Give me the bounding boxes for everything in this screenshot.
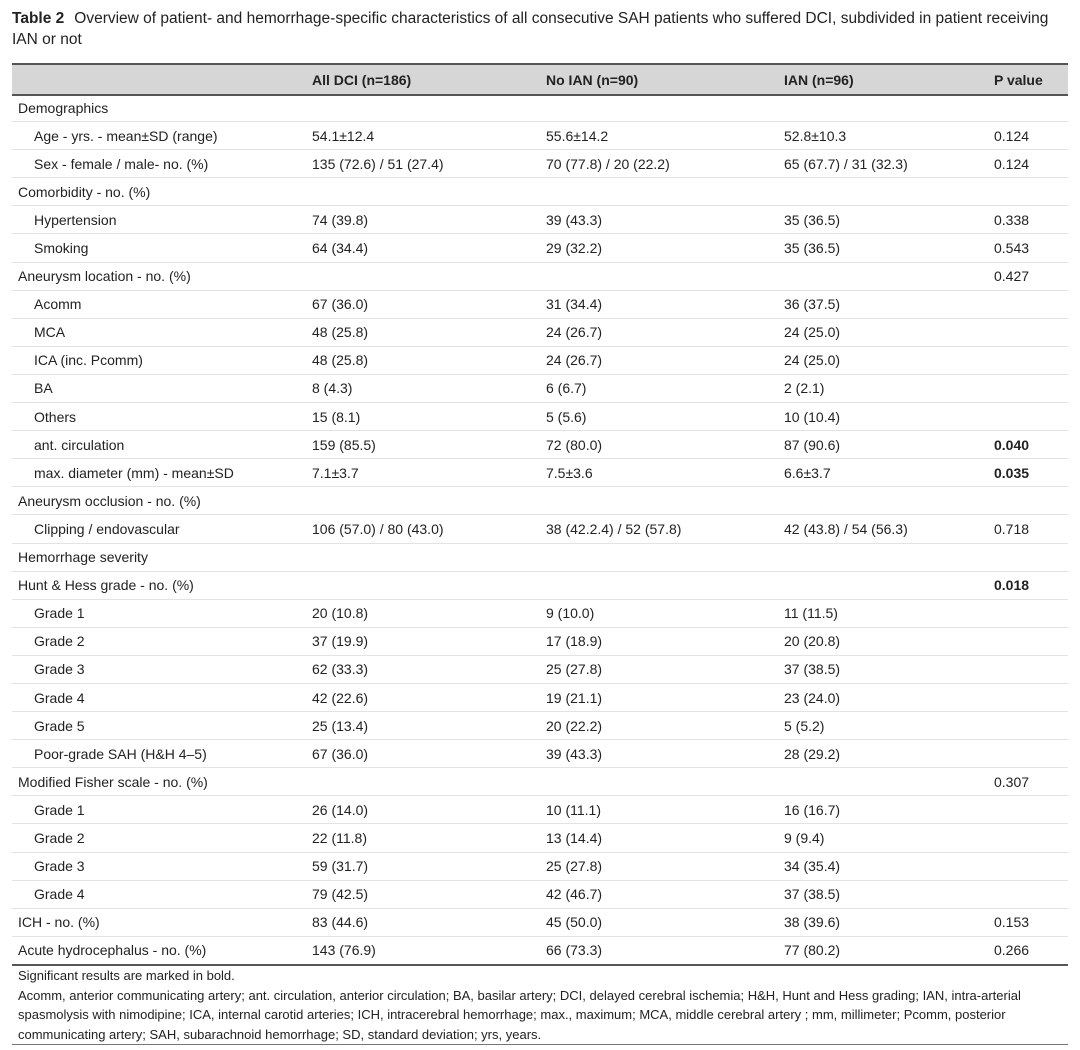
all-dci-value: 48 (25.8) [312,346,546,374]
all-dci-value: 143 (76.9) [312,942,376,959]
row-label: Aneurysm location - no. (%) [12,262,312,290]
row-label: Grade 4 [12,683,312,711]
p-value: 0.543 [994,234,1068,262]
characteristics-table [12,65,1068,964]
column-header-p-value: P value [994,71,1043,88]
no-ian-value: 13 (14.4) [546,824,784,852]
p-value [994,796,1068,824]
all-dci-value: 135 (72.6) / 51 (27.4) [312,150,546,178]
p-value [994,683,1068,711]
ian-value: 37 (38.5) [784,655,994,683]
ian-value: 28 (29.2) [784,740,994,768]
all-dci-value: 59 (31.7) [312,852,546,880]
ian-value: 9 (9.4) [784,824,994,852]
p-value [994,178,1068,206]
no-ian-value: 9 (10.0) [546,599,784,627]
all-dci-value: 67 (36.0) [312,290,546,318]
p-value [994,374,1068,402]
p-value: 0.153 [994,908,1068,936]
row-label: Hunt & Hess grade - no. (%) [12,571,312,599]
all-dci-value [312,178,546,206]
row-label: ant. circulation [12,431,312,459]
no-ian-value: 38 (42.2.4) / 52 (57.8) [546,515,784,543]
no-ian-value: 25 (27.8) [546,852,784,880]
no-ian-value: 25 (27.8) [546,655,784,683]
no-ian-value: 72 (80.0) [546,431,784,459]
row-label: MCA [12,318,312,346]
ian-value: 20 (20.8) [784,627,994,655]
p-value: 0.018 [994,571,1068,599]
no-ian-value [546,487,784,515]
table-row [12,431,1068,459]
no-ian-value: 20 (22.2) [546,712,784,740]
p-value: 0.307 [994,768,1068,796]
p-value [994,880,1068,908]
p-value [994,543,1068,571]
table-row [12,908,1068,936]
row-label: Grade 1 [12,599,312,627]
p-value [994,740,1068,768]
table-row [12,571,1068,599]
p-value [994,655,1068,683]
ian-value: 37 (38.5) [784,880,994,908]
row-label: max. diameter (mm) - mean±SD [12,459,312,487]
p-value: 0.427 [994,262,1068,290]
all-dci-value: 54.1±12.4 [312,122,546,150]
all-dci-value: 79 (42.5) [312,880,546,908]
row-label: Smoking [12,234,312,262]
all-dci-value: 22 (11.8) [312,824,546,852]
table-row [12,487,1068,515]
all-dci-value [312,543,546,571]
no-ian-value: 42 (46.7) [546,880,784,908]
table-row [12,683,1068,711]
no-ian-value [546,768,784,796]
p-value: 0.124 [994,122,1068,150]
all-dci-value [312,94,546,122]
end-rule [12,1044,1068,1045]
no-ian-value: 10 (11.1) [546,796,784,824]
row-label: ICA (inc. Pcomm) [12,346,312,374]
column-header-characteristic [12,65,312,94]
ian-value: 52.8±10.3 [784,122,994,150]
table-row [12,768,1068,796]
p-value: 0.040 [994,431,1068,459]
footnote-abbreviations: Acomm, anterior communicating artery; ant. circulation, anterior circulation; BA, basilar artery; DCI, delayed cerebral ischemia; H&H, Hunt and Hess grading; IAN, intra-arterial spasmolysis with nimodipine; ICA, internal carotid arteries; ICH, intracerebral hemorrhage; max., maximum; MCA, middle cerebral artery ; mm, millimeter; Pcomm, posterior communicating artery; SAH, subarachnoid hemorrhage; SD, standard deviation; yrs, years. [18,987,1021,1042]
table-title: Overview of patient- and hemorrhage-specific characteristics of all consecutive SAH patients who suffered DCI, subdivided in patient receiving IAN or not [12,10,1049,48]
p-value [994,712,1068,740]
table-row [12,262,1068,290]
ian-value: 23 (24.0) [784,683,994,711]
ian-value: 36 (37.5) [784,290,994,318]
no-ian-value: 17 (18.9) [546,627,784,655]
all-dci-value: 67 (36.0) [312,740,546,768]
table-row [12,852,1068,880]
all-dci-value: 25 (13.4) [312,712,546,740]
table-row [12,599,1068,627]
all-dci-value: 64 (34.4) [312,234,546,262]
table-row [12,655,1068,683]
ian-value: 65 (67.7) / 31 (32.3) [784,150,994,178]
table-row [12,459,1068,487]
ian-value: 35 (36.5) [784,206,994,234]
ian-value: 6.6±3.7 [784,459,994,487]
all-dci-value: 8 (4.3) [312,374,546,402]
table-number: Table 2 [12,10,65,27]
all-dci-value: 20 (10.8) [312,599,546,627]
row-label: Grade 3 [12,655,312,683]
all-dci-value: 37 (19.9) [312,627,546,655]
table-row [12,543,1068,571]
row-label: Clipping / endovascular [12,515,312,543]
ian-value: 87 (90.6) [784,431,994,459]
all-dci-value [312,487,546,515]
no-ian-value [546,94,784,122]
column-header-all-dci: All DCI (n=186) [312,71,412,88]
all-dci-value: 74 (39.8) [312,206,546,234]
table-row [12,880,1068,908]
ian-value: 35 (36.5) [784,234,994,262]
p-value [994,599,1068,627]
ian-value [784,543,994,571]
row-label: Poor-grade SAH (H&H 4–5) [12,740,312,768]
table-row [12,318,1068,346]
all-dci-value: 62 (33.3) [312,655,546,683]
ian-value [784,571,994,599]
no-ian-value: 70 (77.8) / 20 (22.2) [546,150,784,178]
ian-value: 34 (35.4) [784,852,994,880]
row-label: Grade 1 [12,796,312,824]
p-value [994,824,1068,852]
ian-value: 5 (5.2) [784,712,994,740]
table-row [12,515,1068,543]
no-ian-value [546,262,784,290]
no-ian-value: 6 (6.7) [546,374,784,402]
p-value: 0.338 [994,206,1068,234]
ian-value: 24 (25.0) [784,318,994,346]
table-row [12,712,1068,740]
row-label: BA [12,374,312,402]
p-value [994,346,1068,374]
table-row [12,234,1068,262]
no-ian-value: 5 (5.6) [546,403,784,431]
all-dci-value [312,768,546,796]
ian-value: 16 (16.7) [784,796,994,824]
table-row [12,346,1068,374]
table-row [12,206,1068,234]
no-ian-value [546,543,784,571]
ian-value [784,487,994,515]
ian-value: 77 (80.2) [784,942,841,959]
row-label: Grade 3 [12,852,312,880]
p-value: 0.124 [994,150,1068,178]
row-label: Age - yrs. - mean±SD (range) [12,122,312,150]
column-header-no-ian: No IAN (n=90) [546,71,639,88]
row-label: Comorbidity - no. (%) [12,178,312,206]
p-value: 0.035 [994,459,1068,487]
ian-value: 42 (43.8) / 54 (56.3) [784,515,994,543]
no-ian-value: 55.6±14.2 [546,122,784,150]
row-label: ICH - no. (%) [12,908,312,936]
row-label: Aneurysm occlusion - no. (%) [12,487,312,515]
table-row [12,122,1068,150]
ian-value: 2 (2.1) [784,374,994,402]
ian-value [784,262,994,290]
no-ian-value: 39 (43.3) [546,206,784,234]
no-ian-value: 24 (26.7) [546,318,784,346]
column-header-ian: IAN (n=96) [784,71,854,88]
no-ian-value [546,571,784,599]
p-value [994,487,1068,515]
table-row [12,178,1068,206]
no-ian-value: 45 (50.0) [546,908,784,936]
p-value [994,318,1068,346]
all-dci-value: 7.1±3.7 [312,459,546,487]
row-label: Sex - female / male- no. (%) [12,150,312,178]
p-value [994,94,1068,122]
no-ian-value: 31 (34.4) [546,290,784,318]
table-header-row [12,65,1068,94]
ian-value: 38 (39.6) [784,908,994,936]
p-value [994,852,1068,880]
row-label: Hemorrhage severity [12,543,312,571]
table-row [12,150,1068,178]
row-label: Grade 4 [12,880,312,908]
row-label: Hypertension [12,206,312,234]
p-value: 0.718 [994,515,1068,543]
footnote-significance: Significant results are marked in bold. [18,968,235,983]
ian-value [784,768,994,796]
table-row [12,403,1068,431]
table-row [12,627,1068,655]
row-label: Demographics [12,94,312,122]
ian-value [784,178,994,206]
table-row [12,94,1068,122]
p-value [994,627,1068,655]
all-dci-value: 15 (8.1) [312,403,546,431]
no-ian-value [546,178,784,206]
table-row [12,824,1068,852]
all-dci-value: 83 (44.6) [312,908,546,936]
table-row [12,374,1068,402]
no-ian-value: 24 (26.7) [546,346,784,374]
no-ian-value: 39 (43.3) [546,740,784,768]
all-dci-value [312,262,546,290]
row-label: Grade 2 [12,627,312,655]
all-dci-value: 42 (22.6) [312,683,546,711]
row-label: Grade 2 [12,824,312,852]
row-label: Modified Fisher scale - no. (%) [12,768,312,796]
all-dci-value: 106 (57.0) / 80 (43.0) [312,515,546,543]
no-ian-value: 19 (21.1) [546,683,784,711]
ian-value: 11 (11.5) [784,599,994,627]
table-footnote [18,966,1058,1044]
table-row [12,740,1068,768]
all-dci-value: 48 (25.8) [312,318,546,346]
no-ian-value: 7.5±3.6 [546,459,784,487]
ian-value: 24 (25.0) [784,346,994,374]
ian-value [784,94,994,122]
all-dci-value: 159 (85.5) [312,431,546,459]
all-dci-value: 26 (14.0) [312,796,546,824]
table-caption [12,8,1062,50]
p-value: 0.266 [994,942,1030,959]
row-label: Grade 5 [12,712,312,740]
no-ian-value: 66 (73.3) [546,942,603,959]
row-label: Others [12,403,312,431]
no-ian-value: 29 (32.2) [546,234,784,262]
table-body [12,94,1068,964]
ian-value: 10 (10.4) [784,403,994,431]
table-row [12,290,1068,318]
row-label: Acute hydrocephalus - no. (%) [18,942,207,959]
p-value [994,290,1068,318]
p-value [994,403,1068,431]
table-row [12,796,1068,824]
row-label: Acomm [12,290,312,318]
all-dci-value [312,571,546,599]
table-row [12,936,1068,964]
